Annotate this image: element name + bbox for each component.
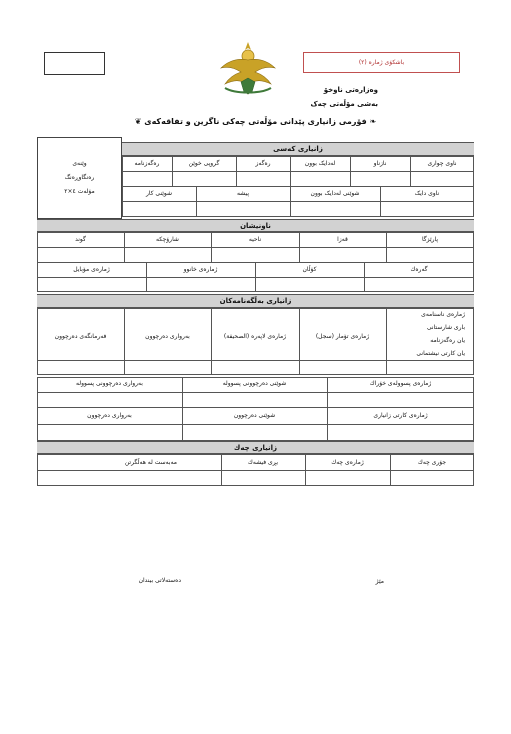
department-name: بەشی مۆڵەتی چەک <box>310 100 378 108</box>
reference-number-field[interactable] <box>44 52 105 75</box>
photo-box <box>37 137 122 219</box>
label-gender: رەگەز <box>255 160 271 167</box>
form-title <box>0 117 511 127</box>
ministry-name: وەزارەتی ناوخۆ <box>323 86 378 94</box>
reference-label: باشکۆی ژمارە (٢) <box>358 59 405 66</box>
label-blood-type: گروپی خوێن <box>188 160 220 167</box>
label-ration-place: شوێنی دەرچوونی پسوولە <box>222 380 287 387</box>
label-issue-date: بەرواری دەرچوون <box>145 333 190 340</box>
photo-label-3: مۆلەت ٤×٢ <box>64 188 95 195</box>
documents-table <box>37 308 474 375</box>
section-weapon-info: زانیاری چەك <box>37 441 474 454</box>
label-card-issue-place: شوێنی دەرچوون <box>233 412 276 419</box>
kurdistan-emblem-icon <box>215 38 281 100</box>
label-surname: نازناو <box>373 160 387 167</box>
label-nationality: رەگەزنامە <box>134 160 160 167</box>
label-id-number: ژمارەی ناسنامەی <box>421 311 465 318</box>
label-subdistrict: ناحیە <box>248 236 262 243</box>
photo-label-2: رەنگاوڕەنگ <box>64 174 95 181</box>
label-birth-date: لەدایک بوون <box>304 160 336 167</box>
label-record-number: ژمارەی تۆمار (سجل) <box>315 333 370 340</box>
label-workplace: شوێنی کار <box>145 190 173 197</box>
label-weapon-type: جۆری چەك <box>417 459 447 466</box>
label-info-card-number: ژمارەی كارتی زانیاری <box>373 412 428 419</box>
label-national-card: یان کارتی نیشتمانی <box>416 350 465 357</box>
photo-label-1: وێنەی <box>72 160 87 167</box>
label-issuing-office: فەرمانگەی دەرچوون <box>54 333 107 340</box>
title-decor-left: ❦ <box>134 117 142 126</box>
section-address: ناونیشان <box>37 219 474 232</box>
label-ammo-count: بڕی فیشەك <box>247 459 279 466</box>
label-ration-number: ژمارەی پسوولەی خۆراك <box>369 380 432 387</box>
label-district: قەزا <box>337 236 348 243</box>
label-civil-status: باری شارستانی <box>426 324 465 331</box>
label-street: كۆڵان <box>302 266 317 273</box>
label-page-number: ژمارەی لاپەرە (الصحیفة) <box>223 333 287 340</box>
label-town: شارۆچکە <box>156 236 179 243</box>
label-carry-purpose: مەبەست لە هەڵگرتن <box>124 459 177 466</box>
section-documents: زانیاری بەڵگەنامەكان <box>37 294 474 308</box>
section-personal-info: زانیاری کەسی <box>122 142 474 156</box>
date-label: مێژ <box>375 578 384 585</box>
label-occupation: پیشە <box>236 190 250 197</box>
reference-badge <box>303 52 460 73</box>
label-ration-date: بەرواری دەرچوونی پسوولە <box>76 380 143 387</box>
signature-label: دەستەلاتی بیندان <box>138 577 181 584</box>
form-title-text: فۆرمی زانیاری پێدانی مۆڵەتی چەکی ناگرین و تفاقەکەی <box>144 117 367 126</box>
label-neighborhood: گەرەك <box>410 266 428 273</box>
label-house-number: ژمارەی خانوو <box>183 266 218 273</box>
label-card-issue-date: بەرواری دەرچوون <box>87 412 132 419</box>
label-village: گوند <box>75 236 86 243</box>
label-nationality-cert: یان رەگەزنامە <box>430 337 465 344</box>
label-mother-name: ناوی دایک <box>414 190 440 197</box>
label-birth-place: شوێنی لەدایک بوون <box>310 190 360 197</box>
label-weapon-number: ژمارەی چەك <box>331 459 364 466</box>
label-full-name: ناوی چواری <box>427 160 457 167</box>
label-mobile-number: ژمارەی مۆبایل <box>73 266 110 273</box>
title-decor-right: ❧ <box>369 117 377 126</box>
label-governorate: پارێزگا <box>421 236 439 243</box>
